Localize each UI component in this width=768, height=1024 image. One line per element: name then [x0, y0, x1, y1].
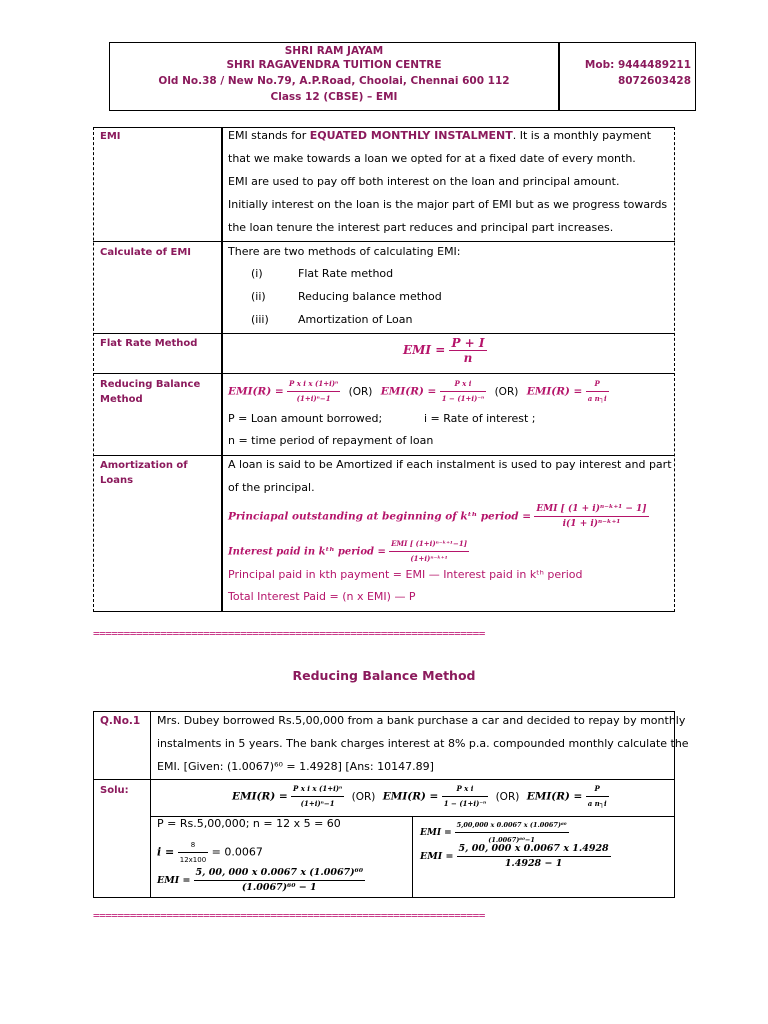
label-flat: Flat Rate Method — [100, 338, 198, 349]
p-definition: P = Loan amount borrowed; — [228, 412, 383, 425]
table-divider — [221, 127, 223, 612]
amort-line2: of the principal. — [228, 481, 315, 494]
question-label: Q.No.1 — [100, 715, 141, 727]
label-amortization: Amortization of Loans — [100, 460, 188, 486]
outstanding-formula: Princiapal outstanding at beginning of kᵗʰ period = $\frac{\text{EMI [ (1 + i)ⁿ⁻ᵏ⁺¹ − 1]}}{\text{i(1 + i)ⁿ⁻ᵏ⁺¹}}$ — [228, 504, 647, 529]
flat-formula: EMI = $\frac{P + I}{n}$ — [403, 336, 485, 365]
i-definition: i = Rate of interest ; — [424, 412, 536, 425]
n-definition: n = time period of repayment of loan — [228, 434, 434, 447]
question-line2: instalments in 5 years. The bank charges interest at 8% p.a. compounded monthly calculate the — [157, 737, 689, 750]
row-line — [93, 333, 675, 334]
header-box — [109, 42, 696, 111]
interest-formula: Interest paid in kᵗʰ period = $\frac{\text{EMI [ (1+i)ⁿ⁻ᵏ⁺¹−1]}}{\text{(1+i)ⁿ⁻ᵏ⁺¹}}$ — [228, 539, 467, 563]
row-line — [93, 455, 675, 456]
header-line2: SHRI RAGAVENDRA TUITION CENTRE — [226, 59, 442, 71]
solution-divider — [412, 817, 413, 898]
principal-paid: Principal paid in kth payment = EMI — Interest paid in kᵗʰ period — [228, 568, 583, 581]
amort-line1: A loan is said to be Amortized if each instalment is used to pay interest and part — [228, 458, 672, 471]
header-mobile1: Mob: 9444489211 — [584, 59, 691, 71]
solution-given: P = Rs.5,00,000; n = 12 x 5 = 60 — [157, 817, 341, 830]
calc-intro: There are two methods of calculating EMI: — [228, 245, 461, 258]
question-line3: EMI. [Given: (1.0067)⁶⁰ = 1.4928] [Ans: 10147.89] — [157, 760, 434, 773]
solution-formula: EMI(R) = $\frac{\text{P x i x (1+i)ⁿ}}{\text{(1+i)ⁿ−1}}$ (OR) EMI(R) = $\frac{\text{P x i}}{\text{1 − (1+i)⁻ⁿ}}$ (OR) EMI(R) = $\frac{P}{\text{a n┐i}}$ — [232, 784, 607, 808]
question-divider — [150, 711, 151, 898]
emi-line1: EMI stands for EQUATED MONTHLY INSTALMENT. It is a monthly payment — [228, 129, 652, 142]
row-line — [93, 779, 675, 780]
header-address: Old No.38 / New No.79, A.P.Road, Choolai, Chennai 600 112 — [158, 75, 510, 87]
emi-line4: Initially interest on the loan is the major part of EMI but as we progress towards — [228, 198, 668, 211]
separator: ================================================================ — [93, 909, 485, 922]
method-num: (iii) — [251, 313, 269, 326]
header-class: Class 12 (CBSE) – EMI — [270, 91, 398, 103]
header-mobile2: 8072603428 — [617, 75, 691, 87]
method-num: (ii) — [251, 290, 266, 303]
reducing-formula: EMI(R) = $\frac{\text{P x i x (1+i)ⁿ}}{\text{(1+i)ⁿ−1}}$ (OR) EMI(R) = $\frac{\text{P x i}}{\text{1 − (1+i)⁻ⁿ}}$ (OR) EMI(R) = $\frac{P}{\text{a n┐i}}$ — [228, 379, 607, 403]
row-line — [93, 373, 675, 374]
section-title: Reducing Balance Method — [292, 668, 476, 683]
emi-line3: EMI are used to pay off both interest on the loan and principal amount. — [228, 175, 620, 188]
emi-line2: that we make towards a loan we opted for at a fixed date of every month. — [228, 152, 636, 165]
row-line — [93, 241, 675, 242]
solution-label: Solu: — [100, 785, 129, 796]
separator: ================================================================ — [93, 627, 485, 640]
solution-emi: EMI = $\frac{\text{5, 00, 000 x 0.0067 x (1.0067)⁶⁰}}{\text{(1.0067)⁶⁰ − 1}}$ — [157, 867, 363, 893]
total-interest: Total Interest Paid = (n x EMI) — P — [228, 590, 416, 603]
method-num: (i) — [251, 267, 263, 280]
header-divider — [558, 43, 560, 110]
solution-i: i = $\frac{8}{12x100}$ = 0.0067 — [157, 838, 263, 867]
method-name: Amortization of Loan — [298, 313, 413, 326]
header-line1: SHRI RAM JAYAM — [284, 45, 384, 57]
solution-step1: EMI = $\frac{\text{5,00,000 x 0.0067 x (1.0067)⁶⁰}}{\text{(1.0067)⁶⁰−1}}$ — [420, 818, 569, 847]
label-emi: EMI — [100, 131, 121, 142]
method-name: Reducing balance method — [298, 290, 442, 303]
method-name: Flat Rate method — [298, 267, 394, 280]
solution-step2: EMI = $\frac{5, 00, 000 x 0.0067 x 1.4928}{1.4928 - 1}$ — [420, 843, 609, 869]
question-line1: Mrs. Dubey borrowed Rs.5,00,000 from a bank purchase a car and decided to repay by monthly — [157, 714, 686, 727]
label-calc: Calculate of EMI — [100, 247, 191, 258]
label-reducing: Reducing Balance Method — [100, 379, 201, 405]
emi-line5: the loan tenure the interest part reduces and principal part increases. — [228, 221, 614, 234]
